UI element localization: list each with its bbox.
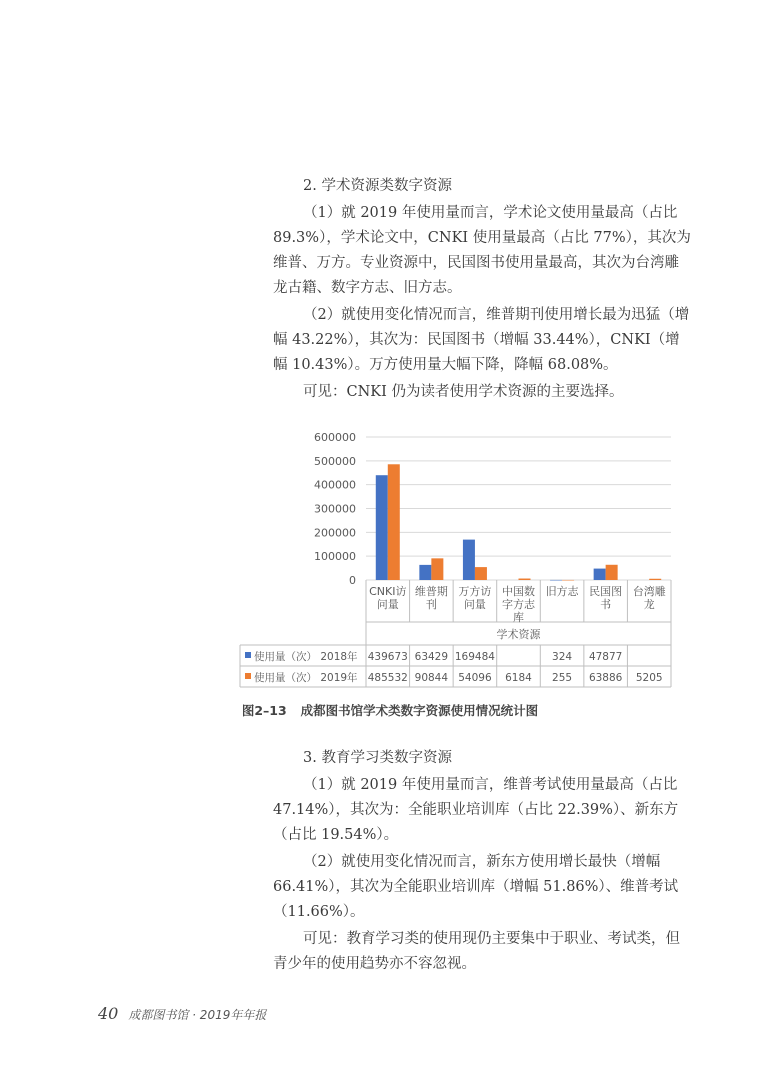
- y-tick-label: 300000: [314, 502, 356, 516]
- bar-2018: [376, 475, 388, 580]
- page-footer: [98, 1004, 266, 1023]
- bar-2018: [463, 540, 475, 580]
- x-category-label: 库: [513, 611, 524, 624]
- section-academic-resources: [273, 174, 691, 405]
- table-cell-value: 5205: [635, 672, 663, 684]
- x-category-label: 书: [600, 598, 612, 611]
- y-tick-label: 400000: [314, 478, 356, 492]
- x-category-label: 民国图: [589, 585, 623, 598]
- x-category-label: 字方志: [502, 598, 535, 611]
- bar-2019: [606, 565, 618, 580]
- x-category-label: 龙: [643, 598, 655, 611]
- paragraph: （1）就 2019 年使用量而言，维普考试使用量最高（占比 47.14%），其次为：全能职业培训库（占比 22.39%）、新东方（占比 19.54%）。: [273, 777, 679, 843]
- x-category-label: 万方访: [458, 585, 492, 598]
- table-cell-value: 54096: [458, 672, 492, 684]
- y-tick-label: 500000: [314, 454, 356, 468]
- table-cell-value: 63429: [414, 651, 449, 663]
- table-cell-value: 485532: [367, 672, 408, 684]
- y-tick-label: 600000: [314, 431, 356, 444]
- bar-chart-svg: [238, 425, 678, 695]
- x-category-label: CNKI访: [369, 585, 407, 598]
- table-row-label: 使用量（次） 2018年: [254, 651, 358, 663]
- legend-key: [245, 652, 251, 658]
- paragraph: （1）就 2019 年使用量而言，学术论文使用量最高（占比 89.3%），学术论文中，CNKI 使用量最高（占比 77%），其次为维普、万方。专业资源中，民国图书使用量最高，其次为台湾雕龙古籍、数字方志、旧方志。: [273, 205, 691, 296]
- y-tick-label: 200000: [314, 526, 356, 540]
- bar-2019: [649, 579, 661, 580]
- table-cell-value: 47877: [588, 651, 623, 663]
- footer-title: 成都图书馆 · 2019年年报: [128, 1008, 267, 1022]
- table-cell-value: 90844: [414, 672, 449, 684]
- table-cell-value: 63886: [588, 672, 623, 684]
- x-group-label: 学术资源: [496, 628, 541, 641]
- section-education-resources: [273, 746, 691, 977]
- paragraph: 可见：教育学习类的使用现仍主要集中于职业、考试类，但青少年的使用趋势亦不容忽视。: [273, 931, 680, 972]
- bar-2018: [594, 569, 606, 580]
- table-cell-value: 439673: [367, 651, 408, 663]
- paragraph: （2）就使用变化情况而言，新东方使用增长最快（增幅 66.41%），其次为全能职业培训库（增幅 51.86%）、维普考试（11.66%）。: [273, 854, 679, 920]
- bar-2019: [388, 464, 400, 580]
- figure-label: 图2–13: [241, 703, 287, 718]
- paragraph: 可见：CNKI 仍为读者使用学术资源的主要选择。: [303, 384, 624, 400]
- x-category-label: 旧方志: [545, 585, 579, 598]
- bar-2018: [550, 580, 562, 581]
- table-cell-value: 6184: [505, 672, 532, 684]
- legend-key: [245, 673, 251, 679]
- section-heading: 3. 教育学习类数字资源: [303, 750, 452, 766]
- figure-caption: [0, 701, 780, 719]
- table-cell-value: 169484: [454, 651, 495, 663]
- bar-2019: [519, 579, 531, 580]
- x-category-label: 中国数: [502, 585, 535, 598]
- x-category-label: 问量: [463, 598, 486, 611]
- bar-2018: [419, 565, 431, 580]
- y-tick-label: 0: [349, 574, 356, 587]
- bar-2019: [562, 580, 574, 581]
- x-category-label: 问量: [376, 598, 399, 611]
- table-cell-value: 255: [552, 672, 573, 684]
- bar-2019: [475, 567, 487, 580]
- x-category-label: 刊: [425, 598, 437, 611]
- academic-resource-chart: [238, 425, 678, 695]
- bar-2019: [431, 558, 443, 580]
- section-heading: 2. 学术资源类数字资源: [303, 178, 452, 194]
- page-number: 40: [98, 1004, 119, 1023]
- table-row-label: 使用量（次） 2019年: [254, 672, 358, 684]
- y-tick-label: 100000: [314, 550, 356, 564]
- table-cell-value: 324: [552, 651, 573, 663]
- figure-title: 成都图书馆学术类数字资源使用情况统计图: [300, 703, 539, 718]
- x-category-label: 维普期: [414, 585, 448, 598]
- x-category-label: 台湾雕: [632, 585, 666, 598]
- paragraph: （2）就使用变化情况而言，维普期刊使用增长最为迅猛（增幅 43.22%），其次为：民国图书（增幅 33.44%），CNKI（增幅 10.43%）。万方使用量大幅下降，降幅 68.08%。: [273, 307, 690, 373]
